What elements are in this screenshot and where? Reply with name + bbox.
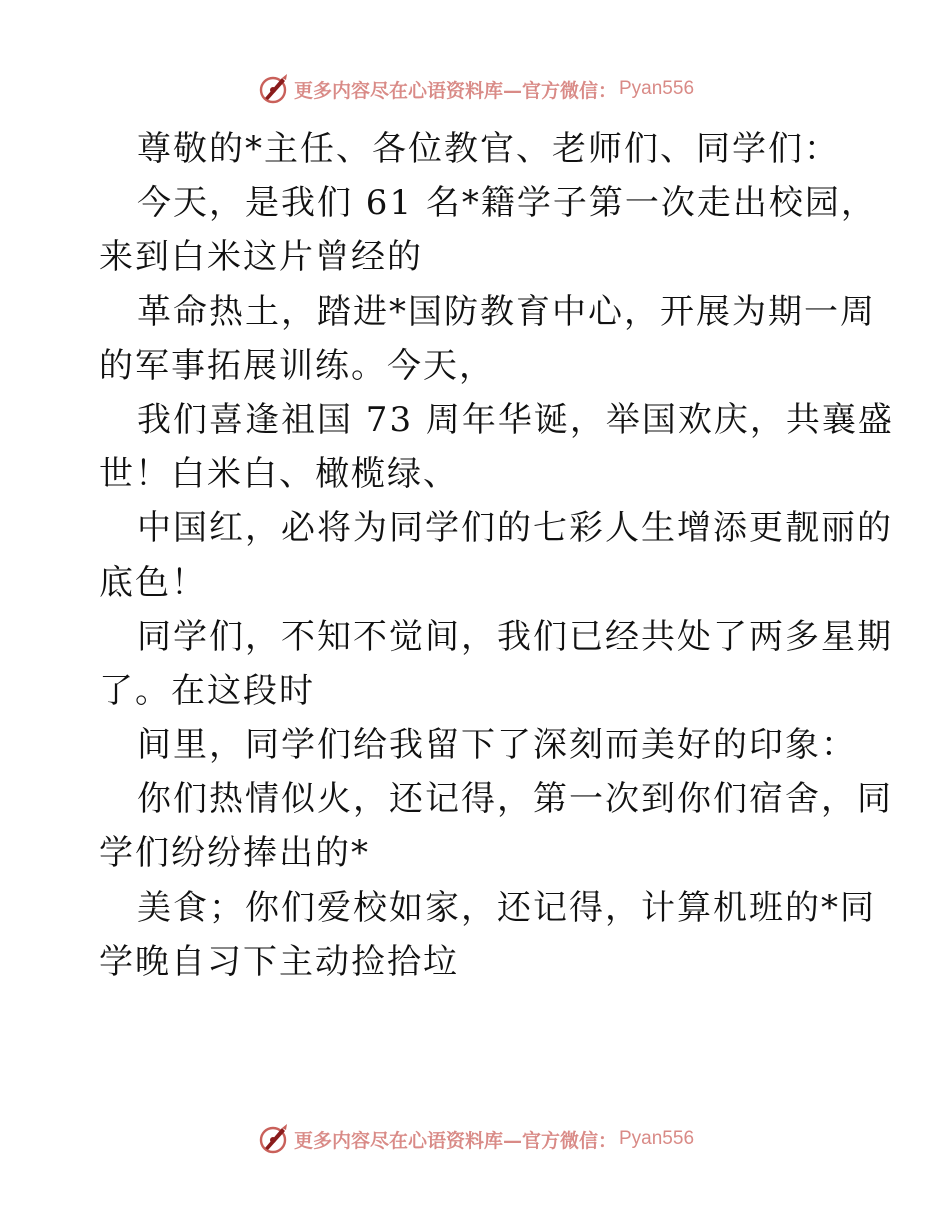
text-line: 革命热土，踏进*国防教育中心，开展为期一周 xyxy=(137,291,876,332)
text-line: 尊敬的*主任、各位教官、老师们、同学们： xyxy=(137,129,840,169)
header-wechat-id: Pyan556 xyxy=(619,78,695,99)
footer-text: 更多内容尽在心语资料库—官方微信： xyxy=(293,1129,617,1152)
page-header-banner xyxy=(0,71,950,107)
text-line: 了。在这段时 xyxy=(99,670,315,711)
page-footer-banner xyxy=(0,1121,950,1157)
text-line: 间里，同学们给我留下了深刻而美好的印象： xyxy=(137,725,857,766)
text-line: 你们热情似火，还记得，第一次到你们宿舍，同 xyxy=(137,779,893,820)
text-line: 今天，是我们 61 名*籍学子第一次走出校园， xyxy=(137,183,877,224)
quill-pen-logo-icon xyxy=(256,1122,290,1156)
text-line: 底色！ xyxy=(99,562,207,603)
text-line: 同学们，不知不觉间，我们已经共处了两多星期 xyxy=(137,616,893,657)
text-line: 我们喜逢祖国 73 周年华诞，举国欢庆，共襄盛 xyxy=(137,399,894,440)
header-text: 更多内容尽在心语资料库—官方微信： xyxy=(293,79,617,102)
text-line: 来到白米这片曾经的 xyxy=(99,237,423,278)
document-body xyxy=(99,122,894,989)
quill-pen-logo-icon xyxy=(256,72,290,106)
footer-wechat-id: Pyan556 xyxy=(619,1128,695,1149)
text-line: 中国红，必将为同学们的七彩人生增添更靓丽的 xyxy=(137,508,893,549)
text-line: 学晚自习下主动捡拾垃 xyxy=(99,941,459,982)
text-line: 世！白米白、橄榄绿、 xyxy=(99,454,459,495)
text-line: 美食；你们爱校如家，还记得，计算机班的*同 xyxy=(137,887,876,928)
text-line: 学们纷纷捧出的* xyxy=(99,833,370,874)
text-line: 的军事拓展训练。今天， xyxy=(99,345,495,386)
